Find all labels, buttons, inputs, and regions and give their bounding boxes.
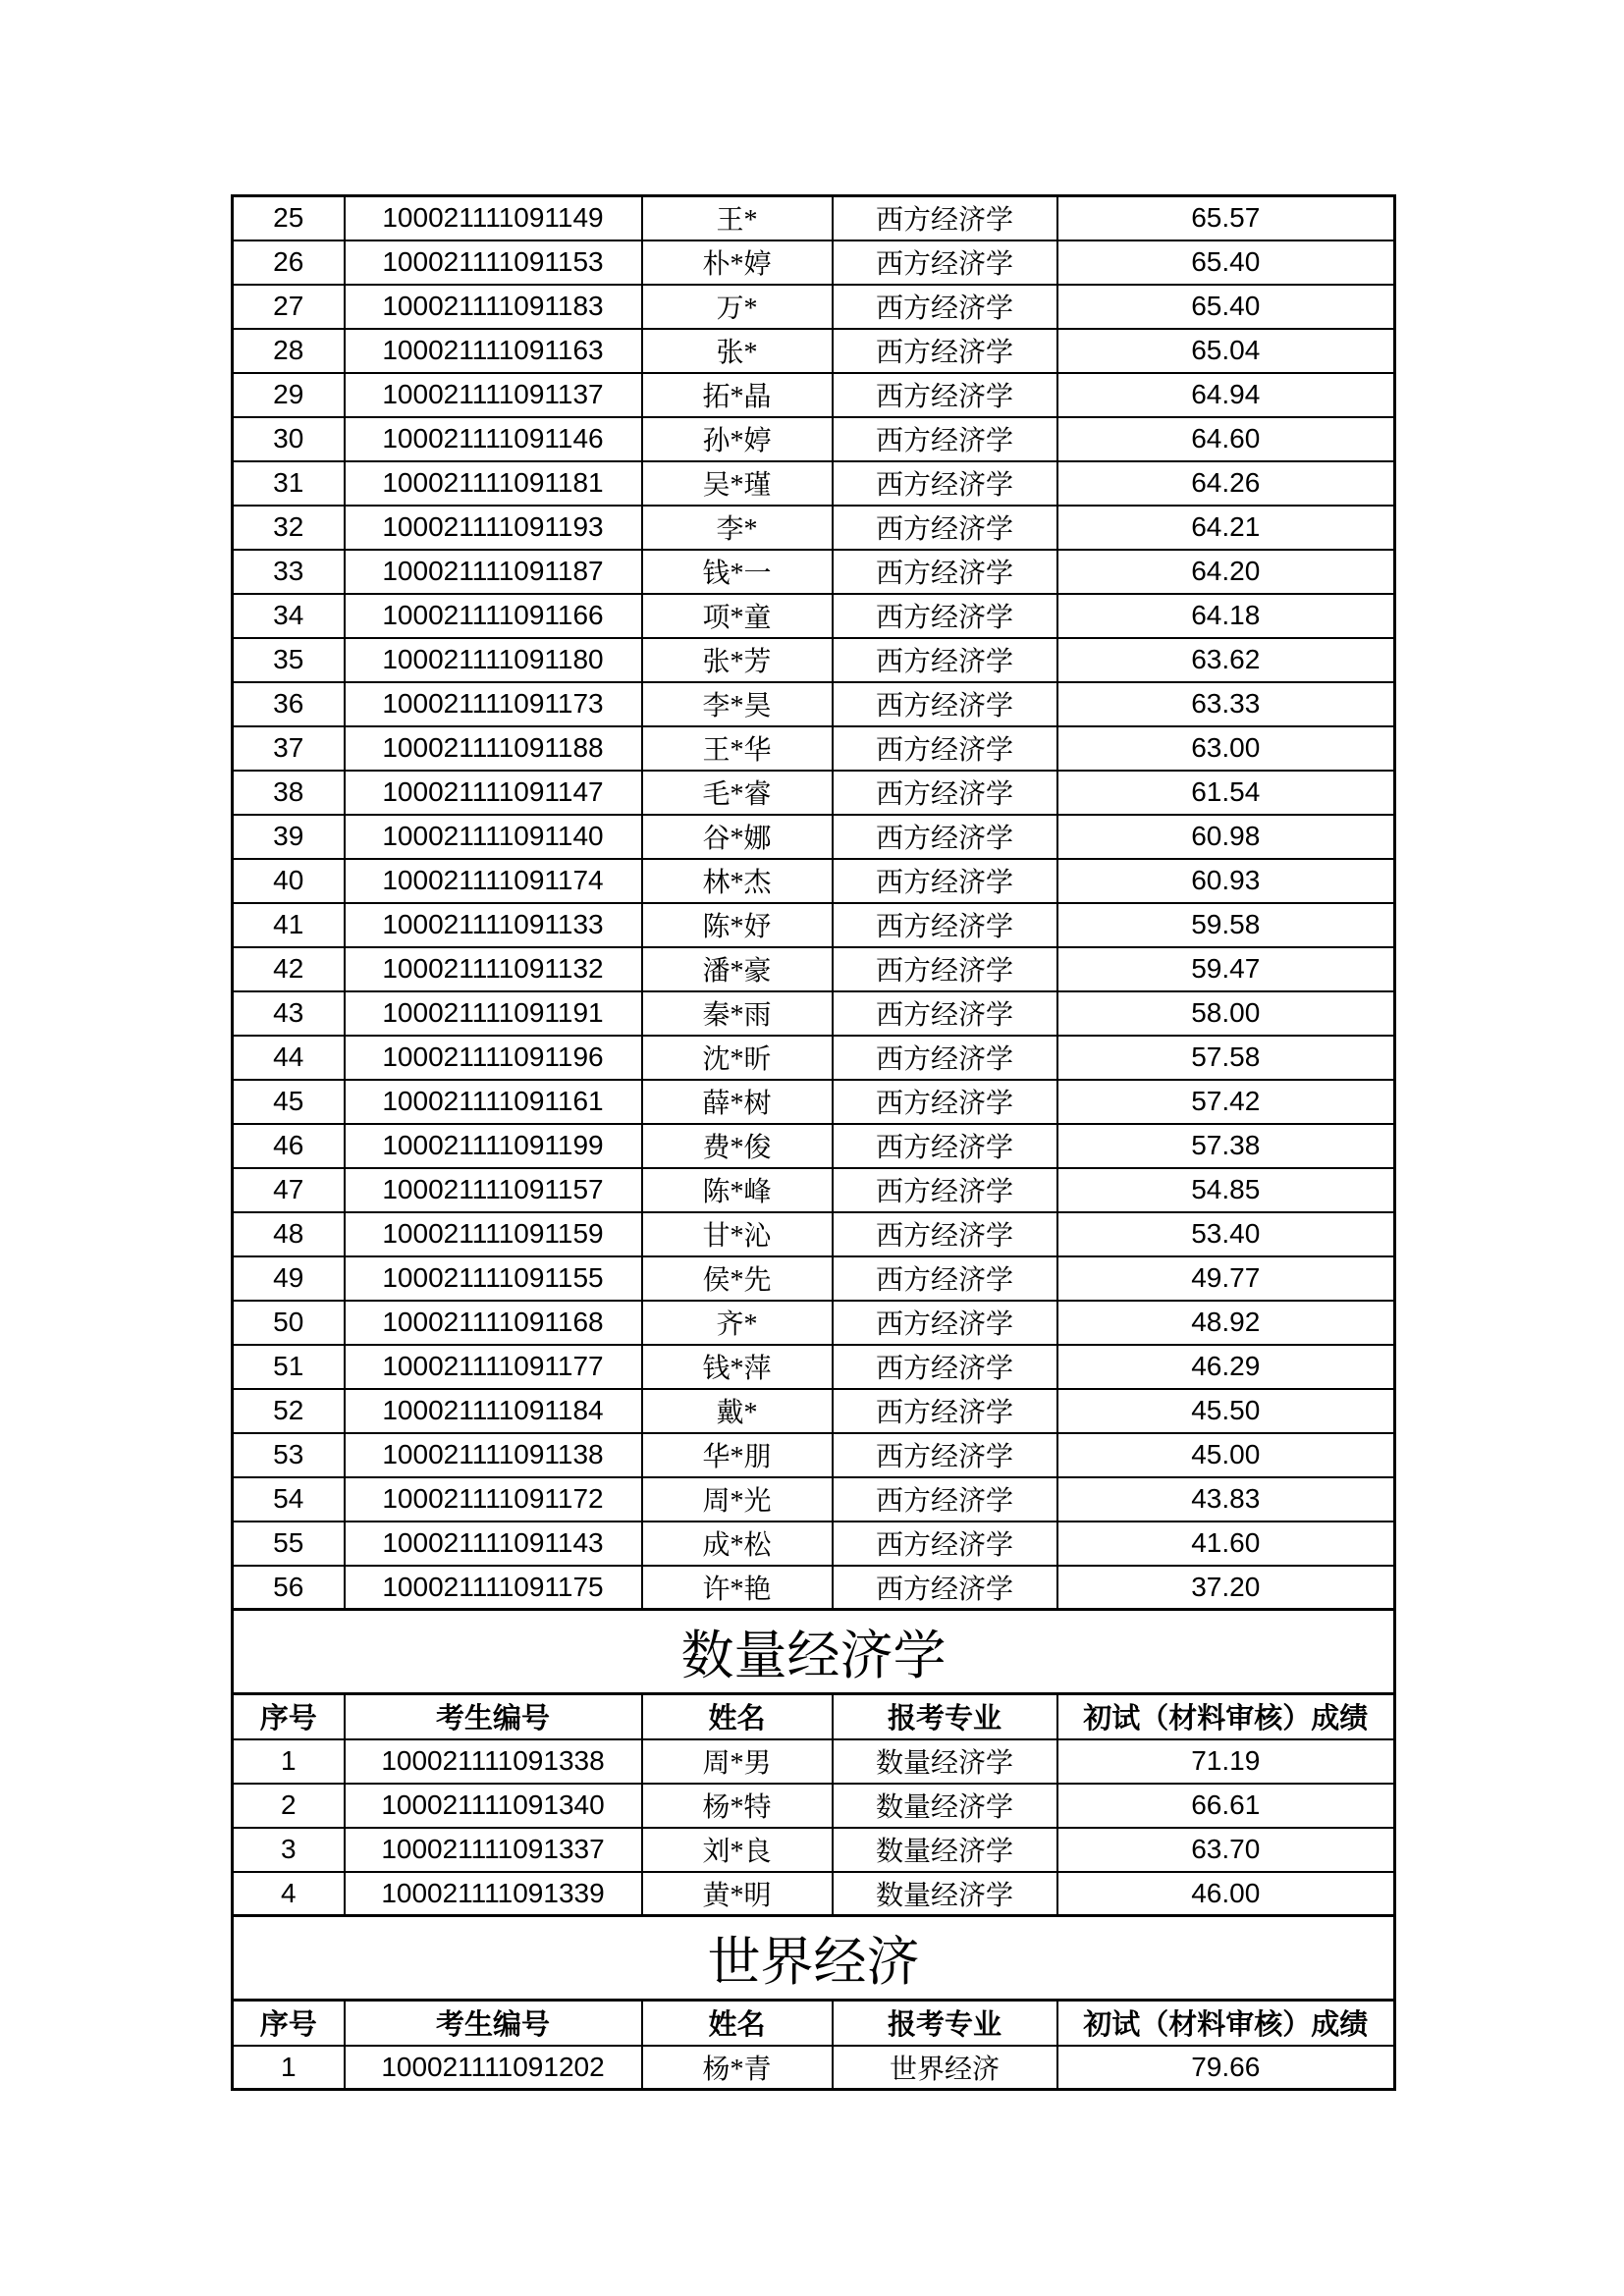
cell-name: 潘*豪 xyxy=(642,947,833,991)
table-row xyxy=(233,240,1395,285)
cell-score: 49.77 xyxy=(1057,1256,1395,1301)
cell-score: 63.00 xyxy=(1057,726,1395,771)
section-title-row xyxy=(233,1916,1395,2001)
cell-score: 63.70 xyxy=(1057,1828,1395,1872)
table-row xyxy=(233,594,1395,638)
cell-score: 45.00 xyxy=(1057,1433,1395,1477)
cell-name: 万* xyxy=(642,285,833,329)
cell-index: 41 xyxy=(233,903,345,947)
cell-candidate-id: 100021111091177 xyxy=(345,1345,642,1389)
cell-name: 谷*娜 xyxy=(642,815,833,859)
table-row xyxy=(233,947,1395,991)
table-row xyxy=(233,1784,1395,1828)
column-header-name: 姓名 xyxy=(642,1694,833,1739)
cell-score: 58.00 xyxy=(1057,991,1395,1036)
cell-candidate-id: 100021111091149 xyxy=(345,196,642,240)
table-row xyxy=(233,815,1395,859)
cell-major: 西方经济学 xyxy=(833,1212,1057,1256)
cell-score: 65.40 xyxy=(1057,240,1395,285)
section-quantitative-economics-rows xyxy=(233,1739,1395,1916)
cell-candidate-id: 100021111091184 xyxy=(345,1389,642,1433)
cell-index: 31 xyxy=(233,461,345,506)
cell-index: 43 xyxy=(233,991,345,1036)
cell-index: 28 xyxy=(233,329,345,373)
cell-index: 38 xyxy=(233,771,345,815)
cell-major: 西方经济学 xyxy=(833,1345,1057,1389)
cell-name: 华*朋 xyxy=(642,1433,833,1477)
cell-name: 费*俊 xyxy=(642,1124,833,1168)
cell-candidate-id: 100021111091187 xyxy=(345,550,642,594)
section-title-row xyxy=(233,1610,1395,1694)
table-row xyxy=(233,1828,1395,1872)
cell-name: 钱*萍 xyxy=(642,1345,833,1389)
cell-candidate-id: 100021111091138 xyxy=(345,1433,642,1477)
cell-score: 64.26 xyxy=(1057,461,1395,506)
cell-major: 西方经济学 xyxy=(833,285,1057,329)
cell-major: 西方经济学 xyxy=(833,594,1057,638)
section-world-economy-rows xyxy=(233,2046,1395,2090)
cell-index: 27 xyxy=(233,285,345,329)
cell-candidate-id: 100021111091146 xyxy=(345,417,642,461)
cell-name: 林*杰 xyxy=(642,859,833,903)
cell-score: 61.54 xyxy=(1057,771,1395,815)
table-row xyxy=(233,1168,1395,1212)
cell-score: 60.98 xyxy=(1057,815,1395,859)
table-row xyxy=(233,1566,1395,1610)
cell-index: 25 xyxy=(233,196,345,240)
cell-score: 66.61 xyxy=(1057,1784,1395,1828)
column-header-candidate-id: 考生编号 xyxy=(345,2001,642,2046)
section-western-economics-rows xyxy=(233,196,1395,1610)
cell-index: 4 xyxy=(233,1872,345,1916)
cell-score: 48.92 xyxy=(1057,1301,1395,1345)
cell-major: 西方经济学 xyxy=(833,991,1057,1036)
cell-name: 陈*妤 xyxy=(642,903,833,947)
cell-candidate-id: 100021111091161 xyxy=(345,1080,642,1124)
cell-major: 世界经济 xyxy=(833,2046,1057,2090)
cell-score: 46.29 xyxy=(1057,1345,1395,1389)
table-row xyxy=(233,1080,1395,1124)
cell-index: 44 xyxy=(233,1036,345,1080)
cell-major: 西方经济学 xyxy=(833,1080,1057,1124)
cell-candidate-id: 100021111091155 xyxy=(345,1256,642,1301)
cell-name: 王* xyxy=(642,196,833,240)
cell-name: 刘*良 xyxy=(642,1828,833,1872)
cell-candidate-id: 100021111091196 xyxy=(345,1036,642,1080)
table-row xyxy=(233,550,1395,594)
cell-score: 65.57 xyxy=(1057,196,1395,240)
cell-name: 张*芳 xyxy=(642,638,833,682)
cell-index: 34 xyxy=(233,594,345,638)
cell-index: 50 xyxy=(233,1301,345,1345)
cell-candidate-id: 100021111091340 xyxy=(345,1784,642,1828)
cell-index: 3 xyxy=(233,1828,345,1872)
cell-name: 沈*昕 xyxy=(642,1036,833,1080)
cell-candidate-id: 100021111091132 xyxy=(345,947,642,991)
cell-major: 西方经济学 xyxy=(833,638,1057,682)
cell-candidate-id: 100021111091175 xyxy=(345,1566,642,1610)
cell-candidate-id: 100021111091140 xyxy=(345,815,642,859)
cell-index: 2 xyxy=(233,1784,345,1828)
cell-index: 54 xyxy=(233,1477,345,1522)
table-row xyxy=(233,859,1395,903)
cell-candidate-id: 100021111091188 xyxy=(345,726,642,771)
cell-score: 54.85 xyxy=(1057,1168,1395,1212)
cell-index: 42 xyxy=(233,947,345,991)
column-header-score: 初试（材料审核）成绩 xyxy=(1057,1694,1395,1739)
cell-candidate-id: 100021111091173 xyxy=(345,682,642,726)
cell-major: 西方经济学 xyxy=(833,859,1057,903)
cell-major: 西方经济学 xyxy=(833,1566,1057,1610)
cell-candidate-id: 100021111091163 xyxy=(345,329,642,373)
table-row xyxy=(233,1522,1395,1566)
cell-score: 63.62 xyxy=(1057,638,1395,682)
cell-candidate-id: 100021111091157 xyxy=(345,1168,642,1212)
table-row xyxy=(233,373,1395,417)
cell-candidate-id: 100021111091147 xyxy=(345,771,642,815)
table-row xyxy=(233,2046,1395,2090)
table-row xyxy=(233,991,1395,1036)
cell-index: 1 xyxy=(233,2046,345,2090)
table-row xyxy=(233,196,1395,240)
cell-major: 西方经济学 xyxy=(833,1256,1057,1301)
cell-major: 西方经济学 xyxy=(833,1433,1057,1477)
cell-candidate-id: 100021111091337 xyxy=(345,1828,642,1872)
cell-index: 49 xyxy=(233,1256,345,1301)
table-row xyxy=(233,771,1395,815)
cell-candidate-id: 100021111091339 xyxy=(345,1872,642,1916)
cell-candidate-id: 100021111091168 xyxy=(345,1301,642,1345)
table-row xyxy=(233,1345,1395,1389)
cell-name: 周*光 xyxy=(642,1477,833,1522)
cell-major: 数量经济学 xyxy=(833,1828,1057,1872)
cell-index: 37 xyxy=(233,726,345,771)
cell-major: 西方经济学 xyxy=(833,682,1057,726)
table-row xyxy=(233,1212,1395,1256)
cell-name: 薛*树 xyxy=(642,1080,833,1124)
table-row xyxy=(233,506,1395,550)
table-row xyxy=(233,1301,1395,1345)
cell-name: 周*男 xyxy=(642,1739,833,1784)
cell-candidate-id: 100021111091202 xyxy=(345,2046,642,2090)
cell-major: 西方经济学 xyxy=(833,329,1057,373)
cell-major: 西方经济学 xyxy=(833,815,1057,859)
cell-score: 57.42 xyxy=(1057,1080,1395,1124)
cell-name: 李* xyxy=(642,506,833,550)
cell-score: 37.20 xyxy=(1057,1566,1395,1610)
cell-index: 33 xyxy=(233,550,345,594)
section-title: 数量经济学 xyxy=(233,1610,1395,1694)
cell-index: 1 xyxy=(233,1739,345,1784)
table-row xyxy=(233,682,1395,726)
cell-score: 65.04 xyxy=(1057,329,1395,373)
table-row xyxy=(233,1433,1395,1477)
cell-index: 36 xyxy=(233,682,345,726)
table-header-row xyxy=(233,1694,1395,1739)
table-row xyxy=(233,329,1395,373)
cell-index: 29 xyxy=(233,373,345,417)
cell-score: 57.38 xyxy=(1057,1124,1395,1168)
cell-score: 46.00 xyxy=(1057,1872,1395,1916)
cell-score: 63.33 xyxy=(1057,682,1395,726)
cell-index: 32 xyxy=(233,506,345,550)
cell-index: 30 xyxy=(233,417,345,461)
cell-major: 西方经济学 xyxy=(833,726,1057,771)
cell-candidate-id: 100021111091183 xyxy=(345,285,642,329)
cell-major: 西方经济学 xyxy=(833,461,1057,506)
cell-index: 46 xyxy=(233,1124,345,1168)
cell-candidate-id: 100021111091338 xyxy=(345,1739,642,1784)
cell-name: 王*华 xyxy=(642,726,833,771)
table-row xyxy=(233,1256,1395,1301)
cell-index: 51 xyxy=(233,1345,345,1389)
section-title: 世界经济 xyxy=(233,1916,1395,2001)
cell-major: 数量经济学 xyxy=(833,1739,1057,1784)
cell-index: 35 xyxy=(233,638,345,682)
cell-major: 西方经济学 xyxy=(833,1168,1057,1212)
cell-name: 钱*一 xyxy=(642,550,833,594)
cell-score: 57.58 xyxy=(1057,1036,1395,1080)
cell-score: 71.19 xyxy=(1057,1739,1395,1784)
cell-index: 39 xyxy=(233,815,345,859)
cell-candidate-id: 100021111091191 xyxy=(345,991,642,1036)
column-header-index: 序号 xyxy=(233,1694,345,1739)
cell-name: 陈*峰 xyxy=(642,1168,833,1212)
cell-name: 项*童 xyxy=(642,594,833,638)
cell-major: 西方经济学 xyxy=(833,373,1057,417)
cell-score: 65.40 xyxy=(1057,285,1395,329)
cell-name: 戴* xyxy=(642,1389,833,1433)
cell-major: 西方经济学 xyxy=(833,1477,1057,1522)
cell-score: 64.60 xyxy=(1057,417,1395,461)
cell-name: 许*艳 xyxy=(642,1566,833,1610)
table-header-row xyxy=(233,2001,1395,2046)
cell-score: 64.18 xyxy=(1057,594,1395,638)
cell-score: 59.58 xyxy=(1057,903,1395,947)
cell-score: 41.60 xyxy=(1057,1522,1395,1566)
cell-index: 48 xyxy=(233,1212,345,1256)
cell-major: 西方经济学 xyxy=(833,1389,1057,1433)
table-row xyxy=(233,461,1395,506)
cell-major: 西方经济学 xyxy=(833,417,1057,461)
score-table xyxy=(231,194,1396,2091)
column-header-major: 报考专业 xyxy=(833,1694,1057,1739)
cell-score: 64.94 xyxy=(1057,373,1395,417)
cell-major: 西方经济学 xyxy=(833,903,1057,947)
cell-name: 甘*沁 xyxy=(642,1212,833,1256)
cell-major: 数量经济学 xyxy=(833,1872,1057,1916)
cell-name: 朴*婷 xyxy=(642,240,833,285)
table-row xyxy=(233,638,1395,682)
column-header-name: 姓名 xyxy=(642,2001,833,2046)
column-header-score: 初试（材料审核）成绩 xyxy=(1057,2001,1395,2046)
cell-name: 毛*睿 xyxy=(642,771,833,815)
cell-name: 拓*晶 xyxy=(642,373,833,417)
cell-score: 60.93 xyxy=(1057,859,1395,903)
table-row xyxy=(233,1739,1395,1784)
cell-major: 西方经济学 xyxy=(833,1124,1057,1168)
cell-name: 齐* xyxy=(642,1301,833,1345)
cell-name: 李*昊 xyxy=(642,682,833,726)
section-world-economy-head xyxy=(233,1916,1395,2046)
cell-index: 52 xyxy=(233,1389,345,1433)
cell-major: 西方经济学 xyxy=(833,1036,1057,1080)
cell-major: 西方经济学 xyxy=(833,947,1057,991)
cell-major: 西方经济学 xyxy=(833,196,1057,240)
cell-score: 43.83 xyxy=(1057,1477,1395,1522)
cell-candidate-id: 100021111091199 xyxy=(345,1124,642,1168)
cell-index: 45 xyxy=(233,1080,345,1124)
table-row xyxy=(233,1124,1395,1168)
cell-candidate-id: 100021111091193 xyxy=(345,506,642,550)
cell-score: 53.40 xyxy=(1057,1212,1395,1256)
cell-name: 侯*先 xyxy=(642,1256,833,1301)
cell-score: 59.47 xyxy=(1057,947,1395,991)
cell-index: 40 xyxy=(233,859,345,903)
table-row xyxy=(233,726,1395,771)
cell-candidate-id: 100021111091137 xyxy=(345,373,642,417)
cell-candidate-id: 100021111091159 xyxy=(345,1212,642,1256)
cell-candidate-id: 100021111091166 xyxy=(345,594,642,638)
cell-name: 成*松 xyxy=(642,1522,833,1566)
cell-name: 张* xyxy=(642,329,833,373)
cell-candidate-id: 100021111091181 xyxy=(345,461,642,506)
table-row xyxy=(233,1872,1395,1916)
table-row xyxy=(233,1389,1395,1433)
cell-candidate-id: 100021111091133 xyxy=(345,903,642,947)
cell-score: 64.21 xyxy=(1057,506,1395,550)
cell-score: 45.50 xyxy=(1057,1389,1395,1433)
cell-candidate-id: 100021111091180 xyxy=(345,638,642,682)
cell-candidate-id: 100021111091143 xyxy=(345,1522,642,1566)
table-row xyxy=(233,417,1395,461)
cell-name: 杨*特 xyxy=(642,1784,833,1828)
section-quantitative-economics-head xyxy=(233,1610,1395,1739)
cell-candidate-id: 100021111091153 xyxy=(345,240,642,285)
cell-candidate-id: 100021111091174 xyxy=(345,859,642,903)
cell-major: 西方经济学 xyxy=(833,771,1057,815)
cell-name: 秦*雨 xyxy=(642,991,833,1036)
cell-index: 56 xyxy=(233,1566,345,1610)
cell-major: 西方经济学 xyxy=(833,240,1057,285)
column-header-candidate-id: 考生编号 xyxy=(345,1694,642,1739)
table-row xyxy=(233,285,1395,329)
table-row xyxy=(233,903,1395,947)
column-header-major: 报考专业 xyxy=(833,2001,1057,2046)
cell-major: 西方经济学 xyxy=(833,506,1057,550)
cell-score: 64.20 xyxy=(1057,550,1395,594)
table-row xyxy=(233,1036,1395,1080)
cell-major: 数量经济学 xyxy=(833,1784,1057,1828)
cell-index: 26 xyxy=(233,240,345,285)
cell-name: 孙*婷 xyxy=(642,417,833,461)
cell-name: 黄*明 xyxy=(642,1872,833,1916)
cell-index: 47 xyxy=(233,1168,345,1212)
cell-candidate-id: 100021111091172 xyxy=(345,1477,642,1522)
cell-score: 79.66 xyxy=(1057,2046,1395,2090)
table-row xyxy=(233,1477,1395,1522)
cell-major: 西方经济学 xyxy=(833,550,1057,594)
column-header-index: 序号 xyxy=(233,2001,345,2046)
cell-name: 杨*青 xyxy=(642,2046,833,2090)
cell-index: 55 xyxy=(233,1522,345,1566)
cell-major: 西方经济学 xyxy=(833,1301,1057,1345)
cell-name: 吴*瑾 xyxy=(642,461,833,506)
cell-major: 西方经济学 xyxy=(833,1522,1057,1566)
cell-index: 53 xyxy=(233,1433,345,1477)
